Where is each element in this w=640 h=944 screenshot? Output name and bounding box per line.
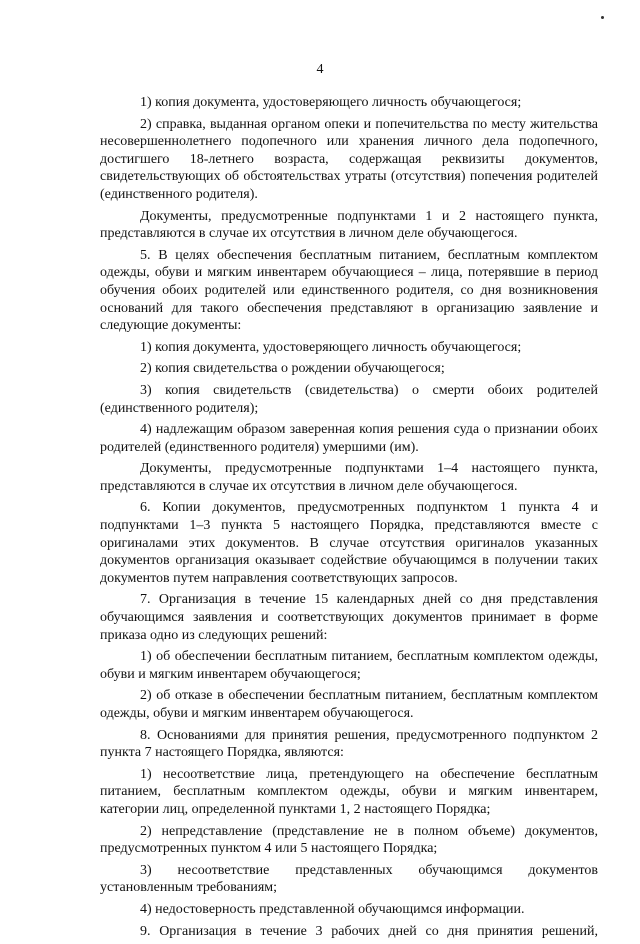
scan-speck xyxy=(601,16,604,19)
paragraph: 4) недостоверность представленной обучающимся информации. xyxy=(140,901,525,917)
paragraph: 1) несоответствие лица, претендующего на обеспечение бесплатным питанием, бесплатным комплектом одежды, обуви и мягким инвентарем, категории лиц, определенной пунктами 1, 2 настоящего Порядка; xyxy=(100,766,598,817)
paragraph: 1) копия документа, удостоверяющего личность обучающегося; xyxy=(140,95,522,110)
paragraph: 3) несоответствие представленных обучающимся документов установленным требованиям; xyxy=(100,862,598,896)
paragraph: 5. В целях обеспечения бесплатным питанием, бесплатным комплектом одежды, обуви и мягким инвентарем обучающиеся – лица, потерявшие в период обучения обоих родителей или единственного родителя, со дня возникновения оснований для такого обеспечения представляют в организацию заявление и следующие документы: xyxy=(100,247,598,334)
paragraph: 2) об отказе в обеспечении бесплатным питанием, бесплатным комплектом одежды, обуви и мягким инвентарем обучающегося. xyxy=(100,688,598,721)
paragraph: 4) надлежащим образом заверенная копия решения суда о признании обоих родителей (единственного родителя) умершими (им). xyxy=(100,422,598,455)
paragraph: 1) копия документа, удостоверяющего личность обучающегося; xyxy=(140,339,522,355)
paragraph: 3) копия свидетельств (свидетельства) о смерти обоих родителей (единственного родителя); xyxy=(100,382,598,416)
paragraph: 8. Основаниями для принятия решения, предусмотренного подпунктом 2 пункта 7 настоящего Порядка, являются: xyxy=(100,727,598,761)
paragraph: 9. Организация в течение 3 рабочих дней со дня принятия решений, xyxy=(140,923,598,939)
paragraph: 2) копия свидетельства о рождении обучающегося; xyxy=(140,361,445,377)
paragraph: 2) непредставление (представление не в полном объеме) документов, предусмотренных пунктом 4 или 5 настоящего Порядка; xyxy=(100,823,598,857)
paragraph: 1) об обеспечении бесплатным питанием, бесплатным комплектом одежды, обуви и мягким инвентарем обучающегося; xyxy=(100,649,598,682)
paragraph: 2) справка, выданная органом опеки и попечительства по месту жительства несовершеннолетнего подопечного или хранения личного дела подопечного, достигшего 18-летнего возраста, содержащая реквизиты документов, свидетельствующих об обстоятельствах утраты (отсутствия) попечения родителей (единственного родителя). xyxy=(100,116,598,202)
paragraph: Документы, предусмотренные подпунктами 1 и 2 настоящего пункта, представляются в случае их отсутствия в личном деле обучающегося. xyxy=(100,208,598,242)
page-number: 4 xyxy=(316,62,324,77)
paragraph: 7. Организация в течение 15 календарных дней со дня представления обучающимся заявления и соответствующих документов принимает в форме приказа одно из следующих решений: xyxy=(100,592,598,643)
document-body xyxy=(100,94,598,944)
paragraph: Документы, предусмотренные подпунктами 1–4 настоящего пункта, представляются в случае их отсутствия в личном деле обучающегося. xyxy=(100,461,598,494)
paragraph: 6. Копии документов, предусмотренных подпунктом 1 пункта 4 и подпунктами 1–3 пункта 5 настоящего Порядка, представляются вместе с оригиналами этих документов. В случае отсутствия оригиналов указанных документов организация оказывает содействие обучающимся в получении таких документов путем направления соответствующих запросов. xyxy=(100,500,598,586)
